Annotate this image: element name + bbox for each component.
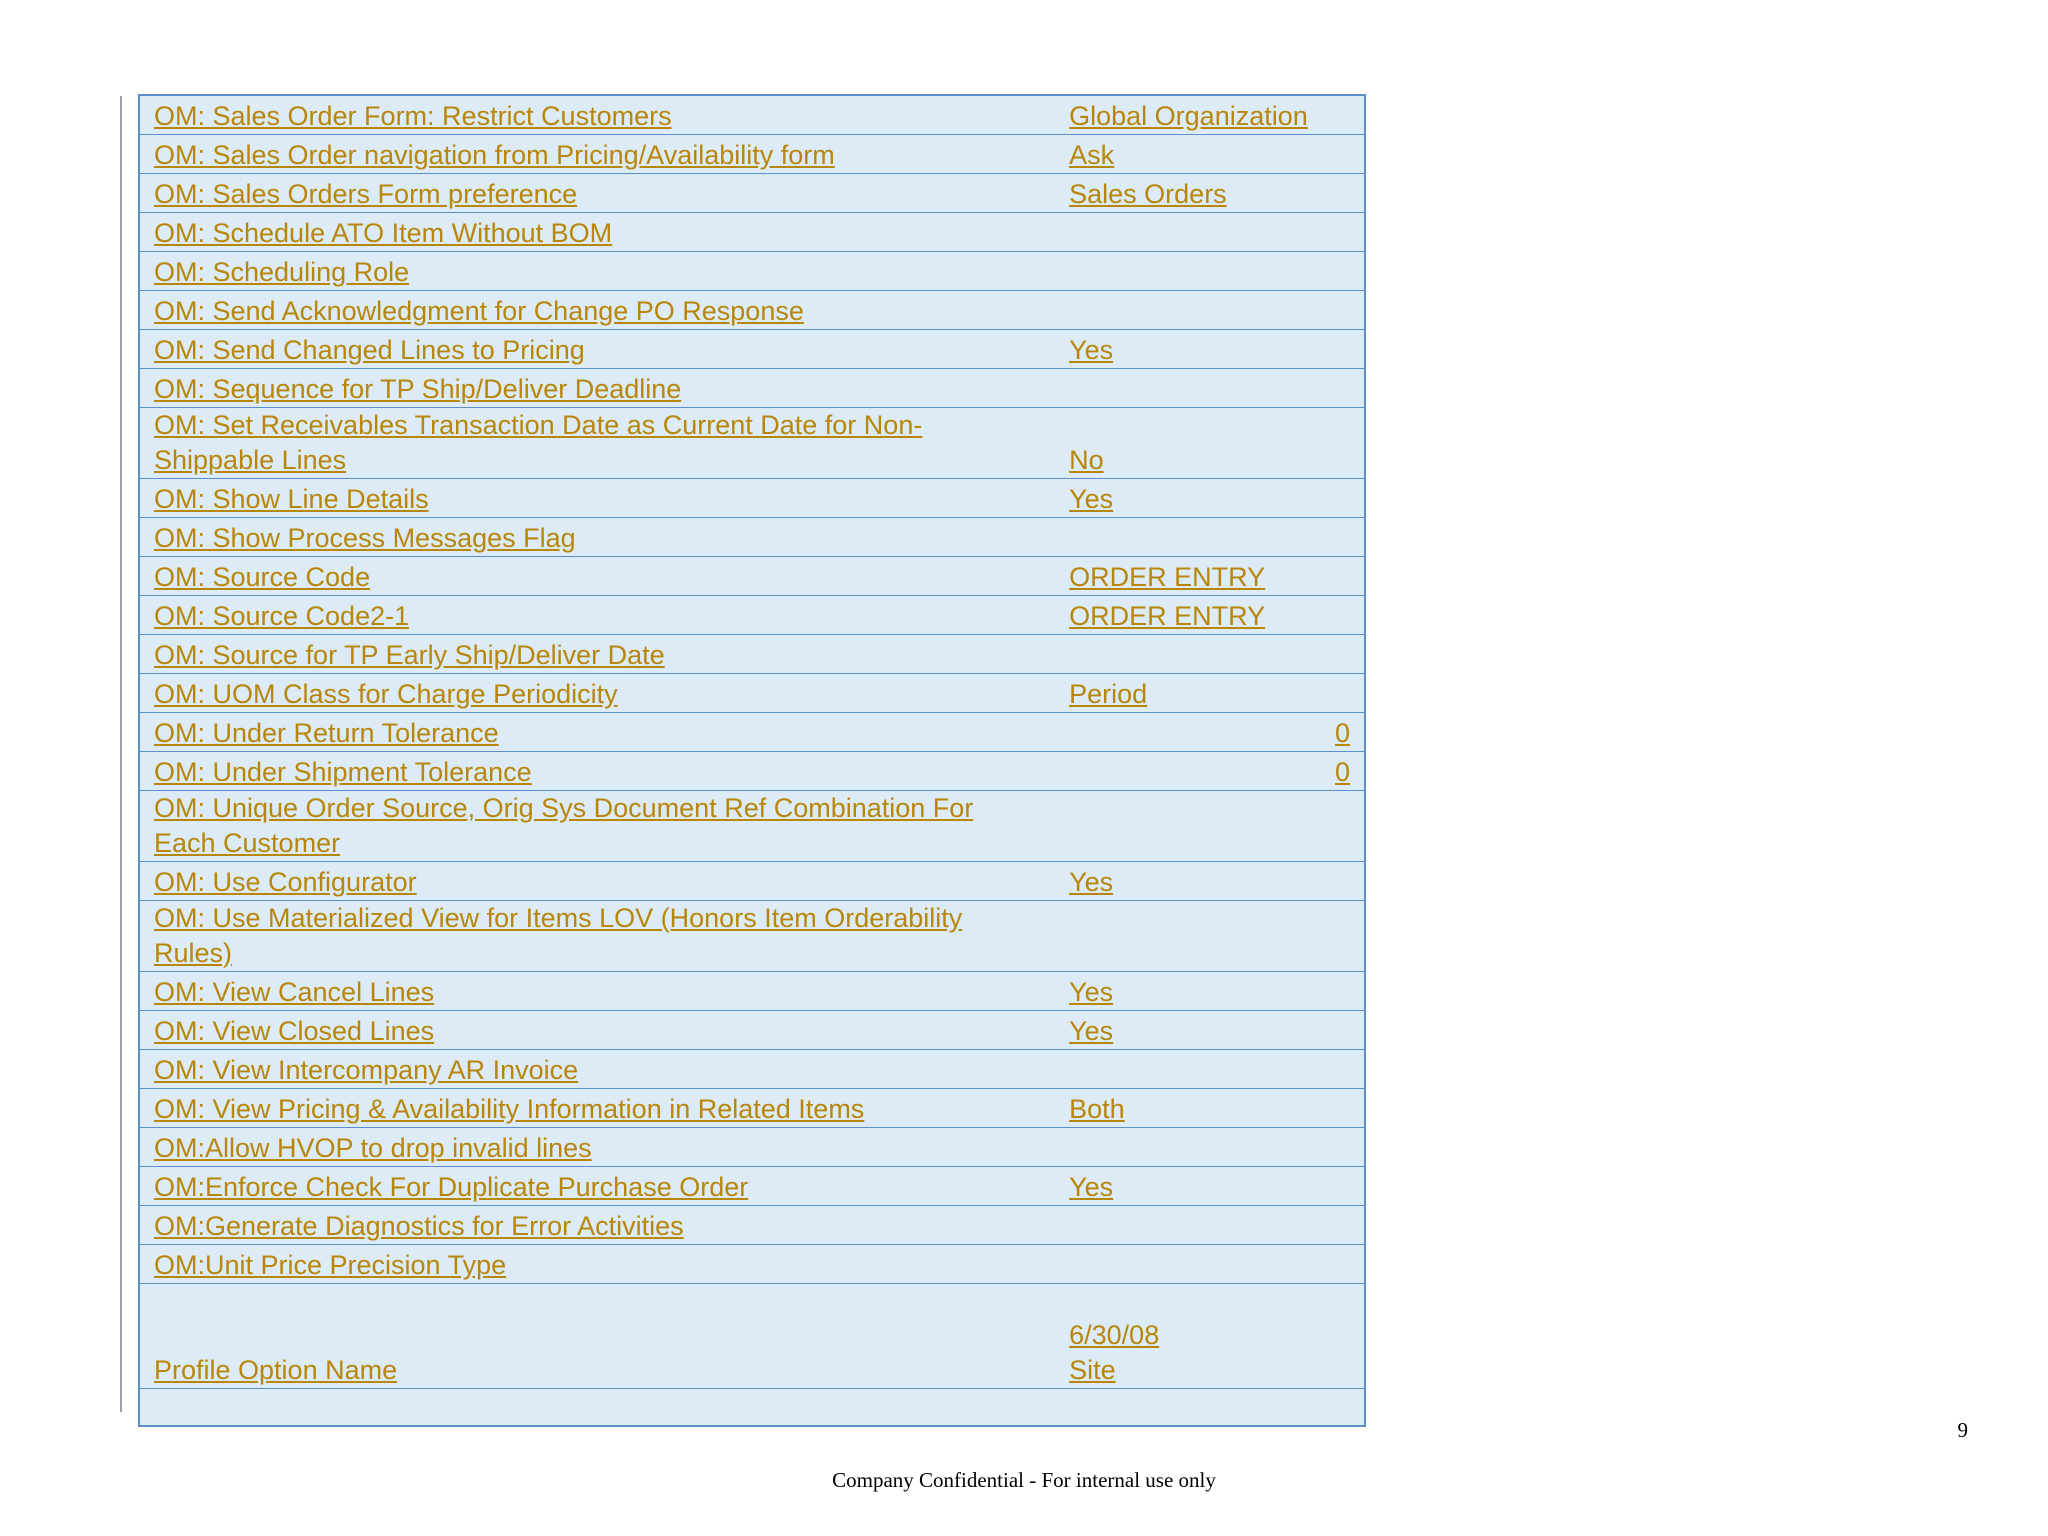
column-header-name[interactable] xyxy=(139,1283,1055,1388)
table-row xyxy=(139,251,1365,290)
profile-option-link[interactable]: OM:Enforce Check For Duplicate Purchase Order xyxy=(154,1171,749,1202)
profile-option-value[interactable] xyxy=(1055,1088,1365,1127)
table-row xyxy=(139,790,1365,861)
profile-value-link[interactable]: 0 xyxy=(1334,756,1350,787)
profile-option-value[interactable] xyxy=(1055,1244,1365,1283)
profile-option-link[interactable]: OM: Unique Order Source, Orig Sys Document Ref Combination For Each Customer xyxy=(154,792,974,858)
profile-option-name[interactable] xyxy=(139,1244,1055,1283)
table-row xyxy=(139,1010,1365,1049)
profile-value-link[interactable]: Yes xyxy=(1069,483,1114,514)
profile-option-name[interactable] xyxy=(139,212,1055,251)
profile-option-name[interactable] xyxy=(139,95,1055,134)
table-row xyxy=(139,971,1365,1010)
table-row xyxy=(139,407,1365,478)
profile-option-value[interactable] xyxy=(1055,634,1365,673)
profile-option-name[interactable] xyxy=(139,1088,1055,1127)
table-row xyxy=(139,134,1365,173)
profile-option-link[interactable]: OM: View Closed Lines xyxy=(154,1015,435,1046)
profile-value-link[interactable]: Global Organization xyxy=(1069,100,1308,131)
profile-value-link[interactable]: Period xyxy=(1069,678,1148,709)
profile-option-link[interactable]: OM: View Pricing & Availability Information in Related Items xyxy=(154,1093,865,1124)
empty-row xyxy=(139,1388,1365,1426)
profile-option-name[interactable] xyxy=(139,329,1055,368)
empty-cell xyxy=(139,1388,1055,1426)
profile-option-link[interactable]: OM: Set Receivables Transaction Date as Current Date for Non-Shippable Lines xyxy=(154,409,923,475)
profile-option-value[interactable] xyxy=(1055,290,1365,329)
profile-option-value[interactable] xyxy=(1055,673,1365,712)
profile-option-name[interactable] xyxy=(139,407,1055,478)
column-header-site[interactable] xyxy=(1055,1283,1365,1388)
profile-option-name[interactable] xyxy=(139,1205,1055,1244)
profile-option-link[interactable]: OM:Generate Diagnostics for Error Activities xyxy=(154,1210,684,1241)
page-number: 9 xyxy=(1957,1418,1968,1442)
table-row xyxy=(139,712,1365,751)
profile-option-name[interactable] xyxy=(139,134,1055,173)
table-row xyxy=(139,95,1365,134)
profile-option-value[interactable] xyxy=(1055,478,1365,517)
table-row xyxy=(139,556,1365,595)
table-row xyxy=(139,517,1365,556)
table-row xyxy=(139,329,1365,368)
table-row xyxy=(139,368,1365,407)
profile-value-link[interactable]: Both xyxy=(1069,1093,1125,1124)
profile-option-link[interactable]: OM: Scheduling Role xyxy=(154,256,410,287)
table-row xyxy=(139,595,1365,634)
header-row xyxy=(139,1283,1365,1388)
profile-option-value[interactable] xyxy=(1055,1127,1365,1166)
profile-option-name[interactable] xyxy=(139,1166,1055,1205)
profile-option-name[interactable] xyxy=(139,1049,1055,1088)
profile-option-value[interactable] xyxy=(1055,212,1365,251)
profile-option-value[interactable] xyxy=(1055,751,1365,790)
profile-option-value[interactable] xyxy=(1055,368,1365,407)
column-header-link[interactable]: Profile Option Name xyxy=(154,1354,398,1385)
profile-option-link[interactable]: OM: Show Process Messages Flag xyxy=(154,522,576,553)
profile-option-link[interactable]: OM: Sales Order navigation from Pricing/Availability form xyxy=(154,139,835,170)
table-row xyxy=(139,1049,1365,1088)
profile-option-link[interactable]: OM: Use Materialized View for Items LOV (Honors Item Orderability Rules) xyxy=(154,902,963,968)
change-bar xyxy=(120,96,122,1412)
profile-option-value[interactable] xyxy=(1055,1010,1365,1049)
profile-value-link[interactable]: Yes xyxy=(1069,334,1114,365)
profile-option-name[interactable] xyxy=(139,368,1055,407)
table-row xyxy=(139,673,1365,712)
table-row xyxy=(139,1244,1365,1283)
profile-option-link[interactable]: OM: UOM Class for Charge Periodicity xyxy=(154,678,618,709)
profile-option-name[interactable] xyxy=(139,173,1055,212)
profile-option-value[interactable] xyxy=(1055,134,1365,173)
table-row xyxy=(139,173,1365,212)
profile-option-name[interactable] xyxy=(139,556,1055,595)
profile-option-name[interactable] xyxy=(139,634,1055,673)
profile-option-value[interactable] xyxy=(1055,407,1365,478)
profile-option-link[interactable]: OM: Sales Order Form: Restrict Customers xyxy=(154,100,672,131)
profile-option-link[interactable]: OM: Schedule ATO Item Without BOM xyxy=(154,217,613,248)
profile-option-link[interactable]: OM: Source Code xyxy=(154,561,371,592)
profile-value-link[interactable]: 0 xyxy=(1334,717,1350,748)
profile-option-name[interactable] xyxy=(139,1010,1055,1049)
profile-option-name[interactable] xyxy=(139,251,1055,290)
header-date-link[interactable]: 6/30/08 xyxy=(1069,1319,1160,1350)
profile-option-value[interactable] xyxy=(1055,1166,1365,1205)
profile-value-link[interactable]: Sales Orders xyxy=(1069,178,1227,209)
profile-option-name[interactable] xyxy=(139,478,1055,517)
profile-value-link[interactable]: Yes xyxy=(1069,976,1114,1007)
profile-option-value[interactable] xyxy=(1055,712,1365,751)
table-row xyxy=(139,1088,1365,1127)
profile-option-link[interactable]: OM:Allow HVOP to drop invalid lines xyxy=(154,1132,592,1163)
table-row xyxy=(139,900,1365,971)
profile-value-link[interactable]: Yes xyxy=(1069,1015,1114,1046)
profile-option-link[interactable]: OM: Sales Orders Form preference xyxy=(154,178,578,209)
profile-option-name[interactable] xyxy=(139,971,1055,1010)
table-row xyxy=(139,861,1365,900)
profile-option-value[interactable] xyxy=(1055,1205,1365,1244)
profile-option-value[interactable] xyxy=(1055,1049,1365,1088)
table-row xyxy=(139,1127,1365,1166)
empty-cell xyxy=(1055,1388,1365,1426)
profile-option-name[interactable] xyxy=(139,595,1055,634)
profile-value-link[interactable]: Yes xyxy=(1069,1171,1114,1202)
table-row xyxy=(139,1166,1365,1205)
profile-options-table xyxy=(138,94,1366,1427)
profile-value-link[interactable]: ORDER ENTRY xyxy=(1069,600,1266,631)
profile-value-link[interactable]: Ask xyxy=(1069,139,1115,170)
profile-option-value[interactable] xyxy=(1055,251,1365,290)
profile-option-link[interactable]: OM: Send Changed Lines to Pricing xyxy=(154,334,585,365)
profile-option-link[interactable]: OM: Under Return Tolerance xyxy=(154,717,499,748)
profile-option-value[interactable] xyxy=(1055,595,1365,634)
profile-option-link[interactable]: OM: View Intercompany AR Invoice xyxy=(154,1054,579,1085)
profile-option-value[interactable] xyxy=(1055,790,1365,861)
profile-option-name[interactable] xyxy=(139,712,1055,751)
profile-option-link[interactable]: OM: Use Configurator xyxy=(154,866,417,897)
profile-option-name[interactable] xyxy=(139,517,1055,556)
table-row xyxy=(139,634,1365,673)
profile-option-name[interactable] xyxy=(139,1127,1055,1166)
table-row xyxy=(139,1205,1365,1244)
profile-option-link[interactable]: OM: Source Code2-1 xyxy=(154,600,410,631)
table-row xyxy=(139,751,1365,790)
profile-option-value[interactable] xyxy=(1055,556,1365,595)
profile-option-value[interactable] xyxy=(1055,329,1365,368)
table-row xyxy=(139,478,1365,517)
profile-option-value[interactable] xyxy=(1055,861,1365,900)
profile-value-link[interactable]: No xyxy=(1069,444,1104,475)
profile-option-link[interactable]: OM: Source for TP Early Ship/Deliver Date xyxy=(154,639,665,670)
table-row xyxy=(139,290,1365,329)
profile-option-link[interactable]: OM:Unit Price Precision Type xyxy=(154,1249,507,1280)
table-row xyxy=(139,212,1365,251)
profile-option-name[interactable] xyxy=(139,290,1055,329)
profile-option-link[interactable]: OM: View Cancel Lines xyxy=(154,976,435,1007)
profile-option-link[interactable]: OM: Show Line Details xyxy=(154,483,429,514)
profile-option-value[interactable] xyxy=(1055,900,1365,971)
confidential-footer: Company Confidential - For internal use only xyxy=(832,1468,1216,1492)
profile-option-link[interactable]: OM: Under Shipment Tolerance xyxy=(154,756,532,787)
profile-option-link[interactable]: OM: Sequence for TP Ship/Deliver Deadline xyxy=(154,373,682,404)
profile-option-name[interactable] xyxy=(139,900,1055,971)
profile-option-value[interactable] xyxy=(1055,95,1365,134)
profile-option-name[interactable] xyxy=(139,790,1055,861)
profile-option-link[interactable]: OM: Send Acknowledgment for Change PO Response xyxy=(154,295,804,326)
header-level-link[interactable]: Site xyxy=(1069,1354,1116,1385)
profile-option-name[interactable] xyxy=(139,861,1055,900)
profile-option-value[interactable] xyxy=(1055,517,1365,556)
profile-value-link[interactable]: Yes xyxy=(1069,866,1114,897)
profile-option-name[interactable] xyxy=(139,673,1055,712)
profile-option-name[interactable] xyxy=(139,751,1055,790)
profile-value-link[interactable]: ORDER ENTRY xyxy=(1069,561,1266,592)
profile-option-value[interactable] xyxy=(1055,971,1365,1010)
profile-option-value[interactable] xyxy=(1055,173,1365,212)
